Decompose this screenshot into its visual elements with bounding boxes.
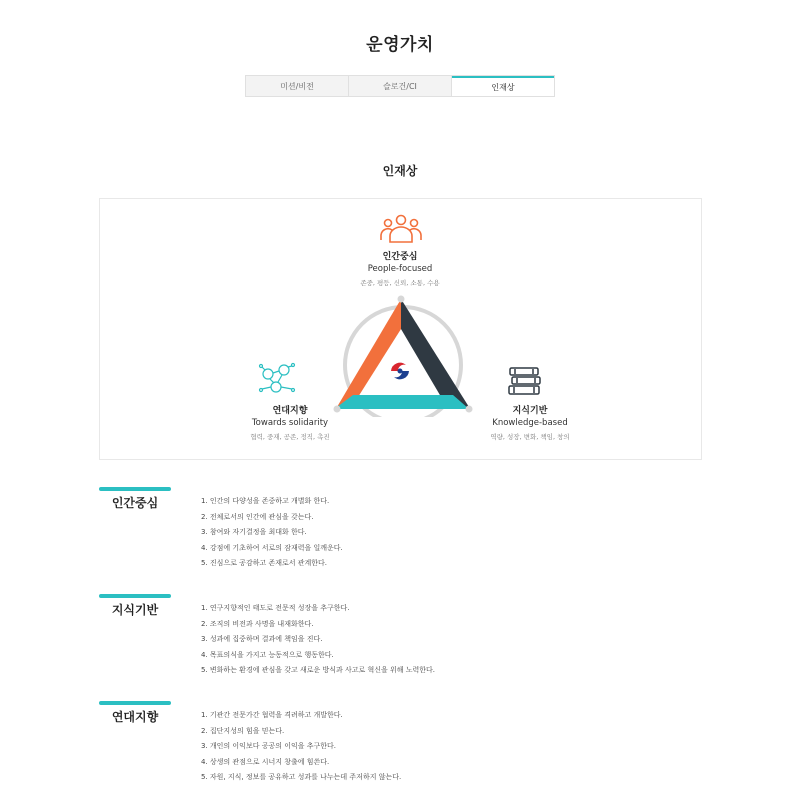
list-item: 4. 목표의식을 가지고 능동적으로 행동한다.	[201, 650, 334, 659]
list-item: 1. 기관간 전문가간 협력을 격려하고 개발한다.	[201, 711, 343, 719]
node-keywords: 협력, 중재, 공존, 정직, 촉진	[250, 433, 330, 441]
value-title: 인간중심	[111, 496, 159, 510]
list-item: 2. 집단지성의 힘을 믿는다.	[201, 726, 285, 735]
list-item: 3. 참여와 자기결정을 최대화 한다.	[201, 528, 307, 536]
node-keywords: 역량, 성장, 변화, 책임, 창의	[490, 433, 570, 441]
list-item: 5. 진심으로 공감하고 존재로서 관계한다.	[201, 559, 327, 567]
list-item: 4. 강점에 기초하여 서로의 잠재력을 일깨운다.	[201, 543, 343, 552]
triangle-diagram	[333, 295, 473, 417]
tab-talent[interactable]: 인재상	[452, 76, 554, 96]
tab-slogan-ci[interactable]: 슬로건/CI	[349, 76, 452, 96]
tab-mission-vision[interactable]: 미션/비전	[246, 76, 349, 96]
talent-diagram	[99, 198, 702, 460]
node-towards-solidarity	[225, 403, 355, 441]
list-item: 5. 자원, 지식, 정보를 공유하고 성과를 나누는데 주저하지 않는다.	[201, 773, 402, 781]
list-item: 4. 상생의 관점으로 시너지 창출에 힘쓴다.	[201, 757, 330, 766]
tab-bar	[245, 75, 555, 97]
node-people-focused	[350, 249, 450, 287]
node-label-en: Knowledge-based	[492, 418, 568, 428]
node-label-en: Towards solidarity	[251, 418, 329, 428]
list-item: 3. 성과에 집중하며 결과에 책임을 진다.	[201, 635, 323, 643]
value-title: 지식기반	[111, 603, 159, 617]
accent-bar	[99, 701, 171, 705]
network-people-icon	[258, 362, 296, 396]
section-title: 인재상	[382, 164, 418, 178]
node-label-ko: 지식기반	[512, 406, 548, 416]
accent-bar	[99, 487, 171, 491]
list-item: 2. 조직의 비전과 사명을 내재화한다.	[201, 619, 314, 628]
node-label-ko: 인간중심	[382, 252, 418, 262]
books-icon	[507, 365, 543, 397]
list-item: 1. 연구지향적인 태도로 전문적 성장을 추구한다.	[201, 604, 350, 612]
people-group-icon	[379, 213, 423, 245]
value-list	[201, 602, 435, 680]
list-item: 5. 변화하는 환경에 관심을 갖고 새로운 방식과 사고로 혁신을 위해 노력한다.	[201, 666, 436, 674]
node-label-ko: 연대지향	[272, 406, 308, 416]
node-keywords: 존중, 평등, 신뢰, 소통, 수용	[360, 279, 440, 287]
value-list	[201, 709, 401, 787]
page-title: 운영가치	[366, 35, 434, 55]
emblem-logo-icon	[388, 359, 412, 383]
list-item: 3. 개인의 이익보다 공공의 이익을 추구한다.	[201, 742, 336, 750]
list-item: 2. 전체로서의 인간에 관심을 갖는다.	[201, 512, 314, 521]
node-label-en: People-focused	[367, 264, 433, 274]
list-item: 1. 인간의 다양성을 존중하고 개별화 한다.	[201, 497, 330, 505]
accent-bar	[99, 594, 171, 598]
value-list	[201, 495, 343, 573]
node-knowledge-based	[465, 403, 595, 441]
value-title: 연대지향	[111, 710, 159, 724]
